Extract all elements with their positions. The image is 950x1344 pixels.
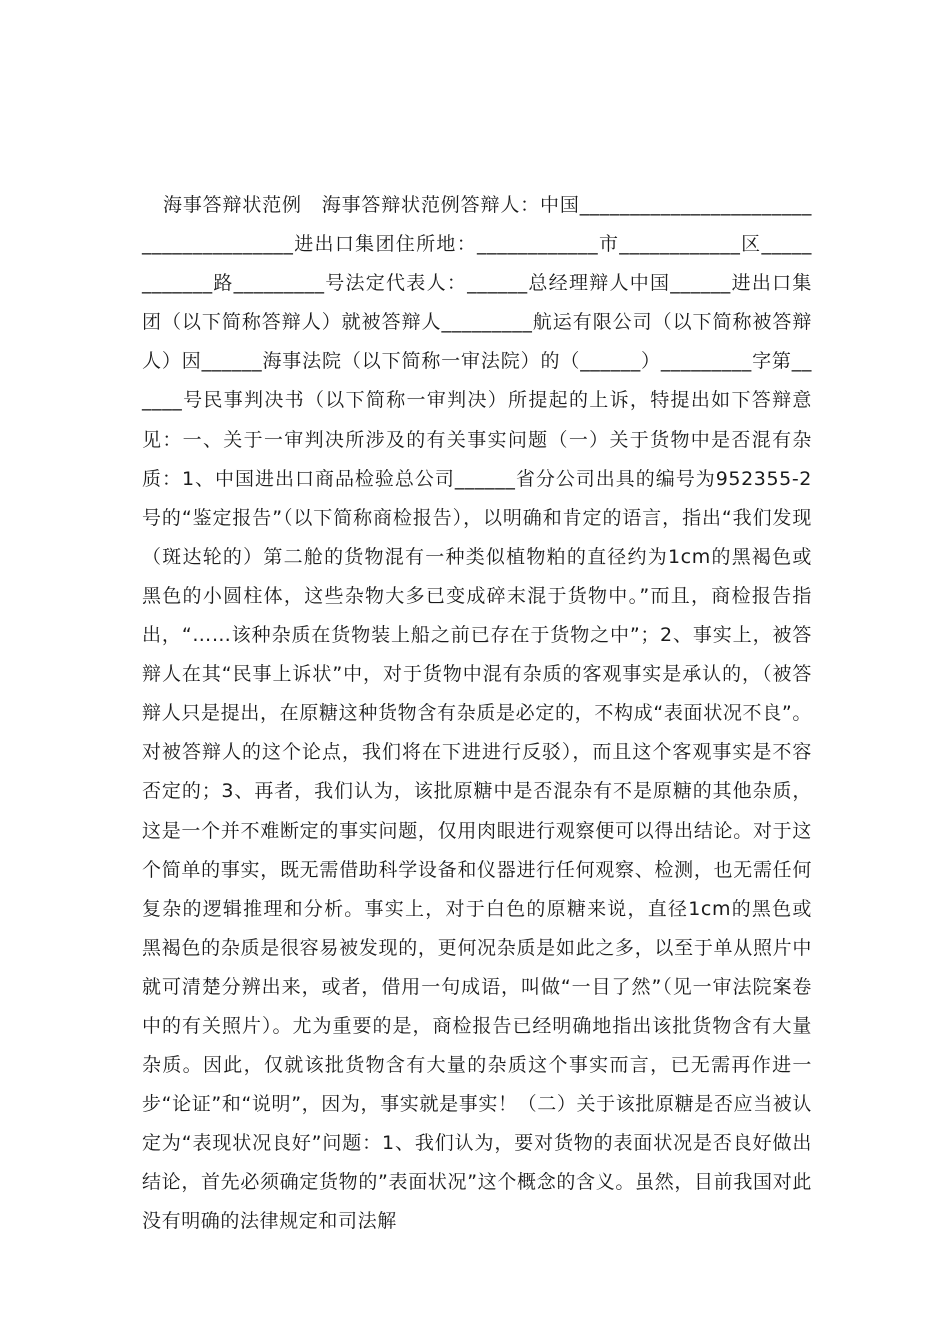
body-paragraph: 海事答辩状范例 海事答辩状范例答辩人：中国______________________________________进出口集团住所地：____________市____________区____________路_________号法定代表人：______总经理辩人中国______进出口集团（以下简称答辩人）就被答辩人_________航运有限公司（以下简称被答辩人）因______海事法院（以下简称一审法院）的（______）_________字第______号民事判决书（以下简称一审判决）所提起的上诉，特提出如下答辩意见：一、关于一审判决所涉及的有关事实问题（一）关于货物中是否混有杂质：1、中国进出口商品检验总公司______省分公司出具的编号为952355-2号的“鉴定报告”（以下简称商检报告），以明确和肯定的语言，指出“我们发现（斑达轮的）第二舱的货物混有一种类似植物粕的直径约为1cm的黑褐色或黑色的小圆柱体，这些杂物大多已变成碎末混于货物中。”而且，商检报告指出，“……该种杂质在货物装上船之前已存在于货物之中”；2、事实上，被答辩人在其“民事上诉状”中，对于货物中混有杂质的客观事实是承认的，（被答辩人只是提出，在原糖这种货物含有杂质是必定的，不构成“表面状况不良”。对被答辩人的这个论点，我们将在下进进行反驳），而且这个客观事实是不容否定的；3、再者，我们认为，该批原糖中是否混杂有不是原糖的其他杂质，这是一个并不难断定的事实问题，仅用肉眼进行观察便可以得出结论。对于这个简单的事实，既无需借助科学设备和仪器进行任何观察、检测，也无需任何复杂的逻辑推理和分析。事实上，对于白色的原糖来说，直径1cm的黑色或黑褐色的杂质是很容易被发现的，更何况杂质是如此之多，以至于单从照片中就可清楚分辨出来，或者，借用一句成语，叫做“一目了然”（见一审法院案卷中的有关照片）。尤为重要的是，商检报告已经明确地指出该批货物含有大量杂质。因此，仅就该批货物含有大量的杂质这个事实而言，已无需再作进一步“论证”和“说明”，因为，事实就是事实！（二）关于该批原糖是否应当被认定为“表现状况良好”问题：1、我们认为，要对货物的表面状况是否良好做出结论，首先必须确定货物的”表面状况”这个概念的含义。虽然，目前我国对此没有明确的法律规定和司法解 [142,194,812,1233]
